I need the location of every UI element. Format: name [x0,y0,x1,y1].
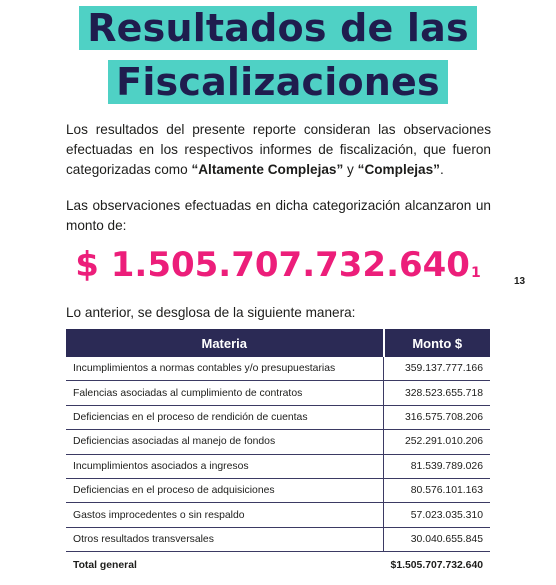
row-materia: Otros resultados transversales [66,527,384,551]
table-row [66,381,490,405]
row-materia: Gastos improcedentes o sin respaldo [66,503,384,527]
row-monto: 81.539.789.026 [384,454,491,478]
table-row [66,357,490,381]
intro-end: . [439,162,444,177]
row-monto: 30.040.655.845 [384,527,491,551]
table-row [66,527,490,551]
row-materia: Incumplimientos a normas contables y/o presupuestarias [66,357,384,381]
category-complex: “Complejas” [357,162,440,177]
amount-intro-paragraph: Las observaciones efectuadas en dicha categorización alcanzaron un monto de: [66,198,491,233]
header-monto: Monto $ [384,329,491,357]
table-row [66,503,490,527]
page-title [0,6,556,104]
page-number: 13 [514,276,526,287]
total-amount-value: $ 1.505.707.732.640 [75,245,470,285]
row-materia: Falencias asociadas al cumplimiento de contratos [66,381,384,405]
table-header-row [66,329,490,357]
table-row [66,430,490,454]
row-materia: Deficiencias en el proceso de rendición de cuentas [66,405,384,429]
row-materia: Incumplimientos asociados a ingresos [66,454,384,478]
row-monto: 316.575.708.206 [384,405,491,429]
intro-paragraph [66,120,491,180]
intro-text: Los resultados del presente reporte consideran las observaciones efectuadas en los respectivos informes de fiscalización, que fueron categorizadas como [66,122,491,177]
row-materia: Deficiencias asociadas al manejo de fondos [66,430,384,454]
total-amount [0,240,556,290]
row-monto: 359.137.777.166 [384,357,491,381]
breakdown-table [66,329,490,578]
table-row [66,405,490,429]
footnote-marker: 1 [470,265,481,281]
title-line-2: Fiscalizaciones [108,60,448,104]
category-high-complex: “Altamente Complejas” [191,162,344,177]
table-row [66,478,490,502]
row-monto: 328.523.655.718 [384,381,491,405]
breakdown-intro: Lo anterior, se desglosa de la siguiente manera: [66,305,356,320]
row-monto: 252.291.010.206 [384,430,491,454]
intro-connector: y [343,162,358,177]
total-label: Total general [73,559,137,571]
total-value: $1.505.707.732.640 [390,559,483,571]
row-monto: 80.576.101.163 [384,478,491,502]
row-monto: 57.023.035.310 [384,503,491,527]
row-materia: Deficiencias en el proceso de adquisiciones [66,478,384,502]
table-row [66,454,490,478]
header-materia: Materia [66,329,384,357]
title-line-1: Resultados de las [79,6,477,50]
table-total-row [66,552,490,579]
